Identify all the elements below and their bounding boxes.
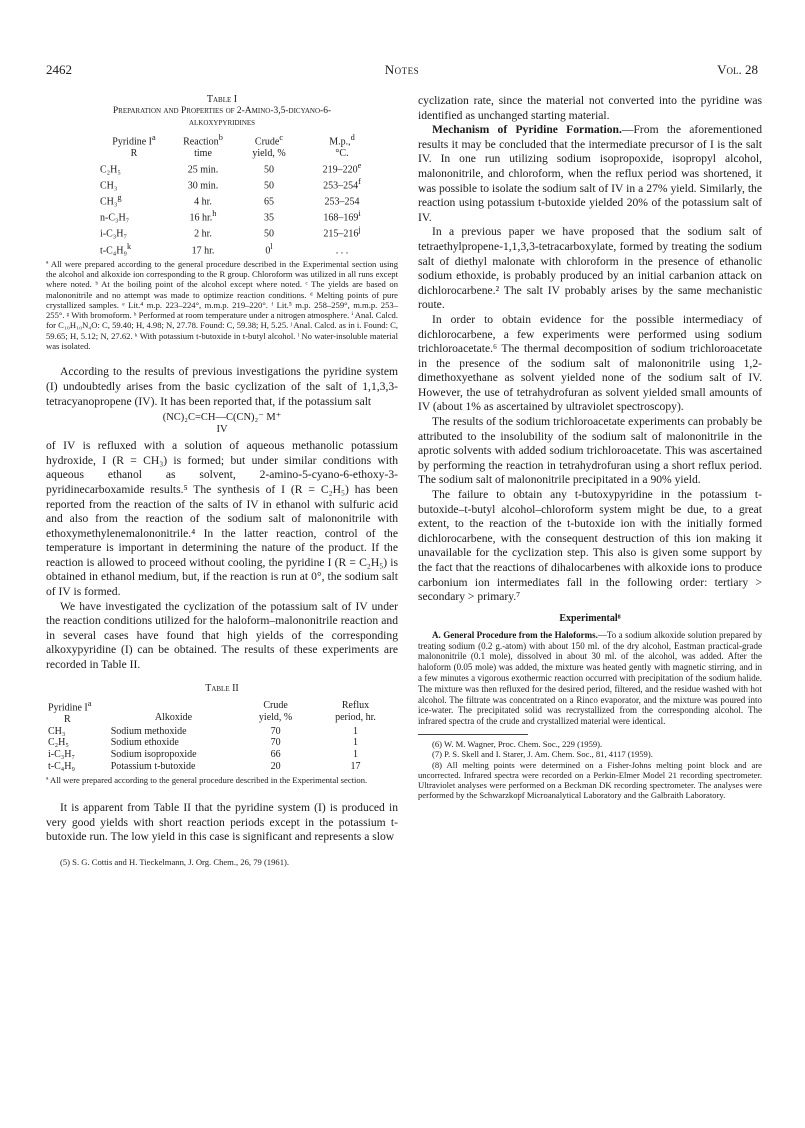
experimental-a-heading: A. General Procedure from the Haloforms. <box>432 629 598 640</box>
table2-header-alkoxide: Alkoxide <box>154 711 193 723</box>
left-paragraph-4: It is apparent from Table II that the pyridine system (I) is produced in very good yields with short reaction periods except in the potassium t-butoxide run. The low yield in this case is significant and represents a slow <box>46 801 398 844</box>
table2-header-r: Pyridine $I^a$ R <box>48 698 92 725</box>
footnote-divider <box>418 734 528 735</box>
table2-header-yield: Crude yield, % <box>258 699 293 723</box>
right-paragraph-3: In a previous paper we have proposed that the sodium salt of tetraethylpropene-1,1,3,3-tetracarboxylate, formed by treating the sodium salt of diethyl malonate with chloroform in the presence of ethanolic sodium ethoxide, is probably produced by an initial carbanion attack on dichlorocarbene.² The salt IV probably arises by the same mechanistic route. <box>418 225 762 312</box>
left-paragraph-2: of IV is refluxed with a solution of aqueous methanolic potassium hydroxide, I (R = CH₃) is formed; but under similar conditions with aqueous ethanol as solvent, 2-amino-5-cyano-6-ethoxy-3-pyridinecarboxamide results.⁵ The synthesis of I (R = C₂H₅) has been reported from the reaction of the salts of IV in ethanol with sulfuric acid and also from the reaction of the sodium salt of malononitrile with ethoxymethylenemalononitrile.⁴ In the latter reaction, control of the temperature is important in determining the nature of the product. If the reaction is allowed to proceed without cooling, the pyridine I (R = C₂H₅) is obtained in ethanol medium, but, if the reaction is run at 0°, the sodium salt of IV is formed. <box>46 439 398 599</box>
table-row: i-C₃H₇ 2 hr. 50 215–216$^j$ <box>100 225 361 240</box>
page-header <box>46 62 758 80</box>
experimental-a-paragraph <box>418 630 762 727</box>
table-row: CH₃ Sodium methoxide 70 1 <box>48 725 358 737</box>
table-row: t-C₄H₉$^k$ 17 hr. 0$^l$ . . . <box>100 241 349 256</box>
table2-label: Table II <box>205 682 239 694</box>
table-row: t-C₄H₉ Potassium t-butoxide 20 17 <box>48 760 361 772</box>
footnote-ref-5: (5) S. G. Cottis and H. Tieckelmann, J. Org. Chem., 26, 79 (1961). <box>60 856 290 867</box>
table2-footnote: ª All were prepared according to the general procedure described in the Experimental section. <box>46 774 368 785</box>
table1-label: Table I <box>206 94 238 105</box>
table2-header-row <box>46 698 398 726</box>
table2 <box>46 698 398 773</box>
formula-iv: (NC)₂C=CH—C(CN)₂⁻ M⁺ <box>162 412 282 424</box>
experimental-heading: Experimental⁸ <box>559 612 621 624</box>
table1-header-row <box>98 132 382 160</box>
table1-header-time: Reaction$^b$ time <box>183 133 223 160</box>
mechanism-body: —From the aforementioned results it may be concluded that the intermediate precursor of I is the salt IV. In one run utilizing sodium isopropoxide, isopropyl alcohol, malononitrile, and chloroform, when the reflux period was shortened, it was possible to isolate the sodium salt of IV in a 27% yield. Similarly, the reaction using potassium t-butoxide yielded 20% of the potassium salt of IV. <box>418 123 762 224</box>
footnote-ref-8: (8) All melting points were determined on a Fisher-Johns melting point block and are uncorrected. Infrared spectra were recorded on a Perkin-Elmer Model 21 recording spectrometer. Ultraviolet analyses were performed on a Beckman DK recording spectrometer. The analyses were performed by the Schwarzkopf Microanalytical Laboratory and the Galbraith Laboratory. <box>418 759 762 801</box>
table-row: i-C₃H₇ Sodium isopropoxide 66 1 <box>48 749 358 761</box>
volume-label: Vol. 28 <box>717 62 758 77</box>
table-row: n-C₃H₇ 16 hr.$^h$ 35 168–169$^i$ <box>100 209 361 224</box>
left-paragraph-3: We have investigated the cyclization of the potassium salt of IV under the reaction conditions utilized for the haloform–malononitrile reaction and in several cases have found that high yields of the corresponding alkoxypyridine (I) can be obtained. The results of these experiments are recorded in Table II. <box>46 599 398 672</box>
right-paragraph-4: In order to obtain evidence for the possible intermediacy of dichlorocarbene, a few experiments were performed using sodium trichloroacetate.⁶ The thermal decomposition of sodium trichloroacetate in the presence of the sodium salt of malononitrile using 1,2-dimethoxyethane as solvent yielded none of the sodium salt of IV. However, the use of tetrahydrofuran as solvent yielded small amounts of IV (about 1% as ascertained by ultraviolet spectroscopy). <box>418 312 762 414</box>
footnote-ref-6: (6) W. M. Wagner, Proc. Chem. Soc., 229 (1959). <box>432 738 603 749</box>
left-column <box>46 94 398 867</box>
table1-caption-line2: alkoxypyridines <box>188 117 256 128</box>
experimental-a-body: —To a sodium alkoxide solution prepared by treating sodium (0.2 g.-atom) with about 150 ml. of the dry alcohol, Eastman practical-grade malononitrile (0.1 mole), dissolved in about 30 ml. of the alcohol, was added. After the haloform (0.05 mole) was added, the mixture was heated gently with magnetic stirring, and in a few minutes a vigorous exothermic reaction occurred with precipitation of the sodium halide. The mixture was then refluxed for the desired period, filtered, and the residue washed with hot alcohol. The filtrate was concentrated on a Rinco evaporator, and the mixture was poured into ice-water. The precipitated solid was recrystallized from the corresponding alcohol. The infrared spectra of the crude and crystallized material were identical. <box>418 629 762 727</box>
table-row: CH₃$^g$ 4 hr. 65 253–254 <box>100 193 360 208</box>
formula-iv-label: IV <box>216 424 228 436</box>
right-paragraph-6: The failure to obtain any t-butoxypyridine in the potassium t-butoxide–t-butyl alcohol–chloroform system might be due, to a great extent, to the reaction of the t-butoxide ion with the initially formed dichlorocarbene, with the consequent destruction of this ion making it unavailable for the cyclization step. This also is given some support by the fact that the reactions of dihalocarbenes with alkoxide ions to produce carbonium ion intermediates fall in the following order: tertiary > secondary > primary.⁷ <box>418 488 762 604</box>
table1 <box>98 132 382 257</box>
table-row: C₂H₅ 25 min. 50 219–220e <box>100 160 362 176</box>
right-paragraph-1: cyclization rate, since the material not converted into the pyridine was identified as unchanged starting material. <box>418 94 762 122</box>
page-number: 2462 <box>46 62 72 77</box>
left-paragraph-1: According to the results of previous investigations the pyridine system (I) undoubtedly arises from the basic cyclization of the salt of 1,1,3,3-tetracyanopropene (IV). It has been reported that, if the potassium salt <box>46 365 398 408</box>
table1-header-yield: Crude$^c$ yield, % <box>252 133 286 160</box>
table-row: CH₃ 30 min. 50 253–254$^f$ <box>100 177 361 192</box>
right-column <box>418 94 762 801</box>
mechanism-heading: Mechanism of Pyridine Formation. <box>432 123 622 137</box>
table1-caption-line1: Preparation and Properties of 2-Amino-3,5-dicyano-6- <box>112 106 332 116</box>
table1-footnotes: ª All were prepared according to the general procedure described in the Experimental section using the alcohol and alkoxide ion corresponding to the R group. Chloroform was utilized in all runs except where noted. ᵇ At the boiling point of the alcohol except where noted. ᶜ The yields are based on malononitrile and no attempt was made to optimize reaction conditions. ᵈ Melting points of pure crystallized samples. ᵉ Lit.⁴ m.p. 223–224°, m.m.p. 219–220°. ᶠ Lit.⁵ m.p. 258–259°, m.m.p. 253–255°. ᵍ With bromoform. ʰ Performed at room temperature under a nitrogen atmosphere. ⁱ Anal. Calcd. for C₁₀H₁₀N₄O: C, 59.40; H, 4.98; N, 27.78. Found: C, 59.38; H, 5.25. ʲ Anal. Calcd. as in i. Found: C, 59.65; H, 5.12; N, 27.62. ᵏ With potassium t-butoxide in t-butyl alcohol. ˡ No water-insoluble material was isolated. <box>46 258 398 352</box>
table2-header-reflux: Reflux period, hr. <box>335 699 376 723</box>
running-title: Notes <box>384 62 420 77</box>
right-paragraph-5: The results of the sodium trichloroacetate experiments can probably be attributed to the insolubility of the sodium salt of malononitrile in the aprotic solvents with added sodium trichloroacetate. This was ascertained by performing the reaction in tetrahydrofuran using a short reflux period. The sodium salt of malononitrile precipitated in a 90% yield. <box>418 415 762 487</box>
footnote-ref-7: (7) P. S. Skell and I. Starer, J. Am. Chem. Soc., 81, 4117 (1959). <box>432 749 653 760</box>
table1-header-mp: M.p.,$^d$ °C. <box>329 133 355 160</box>
table-row: C₂H₅ Sodium ethoxide 70 1 <box>48 737 358 749</box>
mechanism-paragraph <box>418 123 762 225</box>
table1-header-r: Pyridine $I^a$ R <box>112 133 156 160</box>
